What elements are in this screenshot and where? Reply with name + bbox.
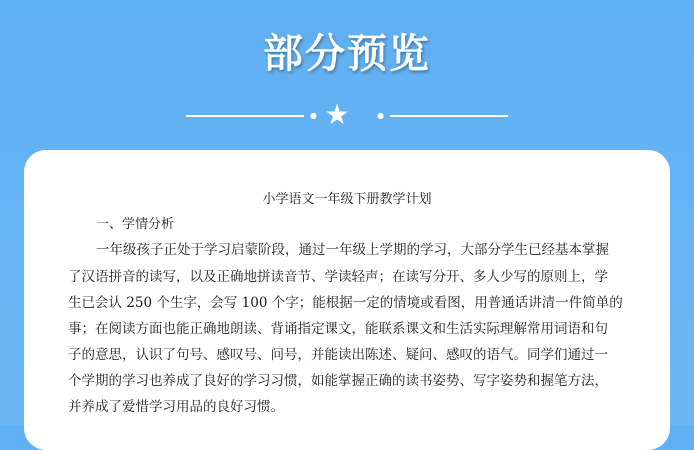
star-icon: ★	[324, 98, 350, 131]
dot-icon: ●	[310, 111, 317, 120]
title-divider	[0, 98, 694, 131]
paragraph-line: 生已会认 250 个生字，会写 100 个字；能根据一定的情境或看图，用普通话讲清一件简单的	[68, 295, 623, 311]
paragraph-line: 事；在阅读方面也能正确地朗读、背诵指定课文，能联系课文和生活实际理解常用词语和句	[68, 321, 608, 337]
divider-line-left	[186, 115, 304, 117]
divider-line-right	[390, 115, 508, 117]
section-heading: 一、学情分析	[96, 217, 175, 232]
dot-icon: ●	[377, 111, 384, 120]
paragraph-line: 个学期的学习也养成了良好的学习习惯，如能掌握正确的读书姿势、写字姿势和握笔方法，	[68, 373, 608, 389]
paragraph-line: 一年级孩子正处于学习启蒙阶段，通过一年级上学期的学习，大部分学生已经基本掌握	[96, 242, 609, 258]
paragraph-line: 并养成了爱惜学习用品的良好习惯。	[68, 399, 284, 415]
paragraph-line: 了汉语拼音的读写，以及正确地拼读音节、学读轻声；在读写分开、多人少写的原则上，学	[68, 269, 608, 285]
banner-title: 部分预览	[263, 31, 431, 77]
document-title: 小学语文一年级下册教学计划	[262, 192, 432, 207]
paragraph-line: 子的意思，认识了句号、感叹号、问号，并能读出陈述、疑问、感叹的语气。同学们通过一	[68, 347, 608, 363]
